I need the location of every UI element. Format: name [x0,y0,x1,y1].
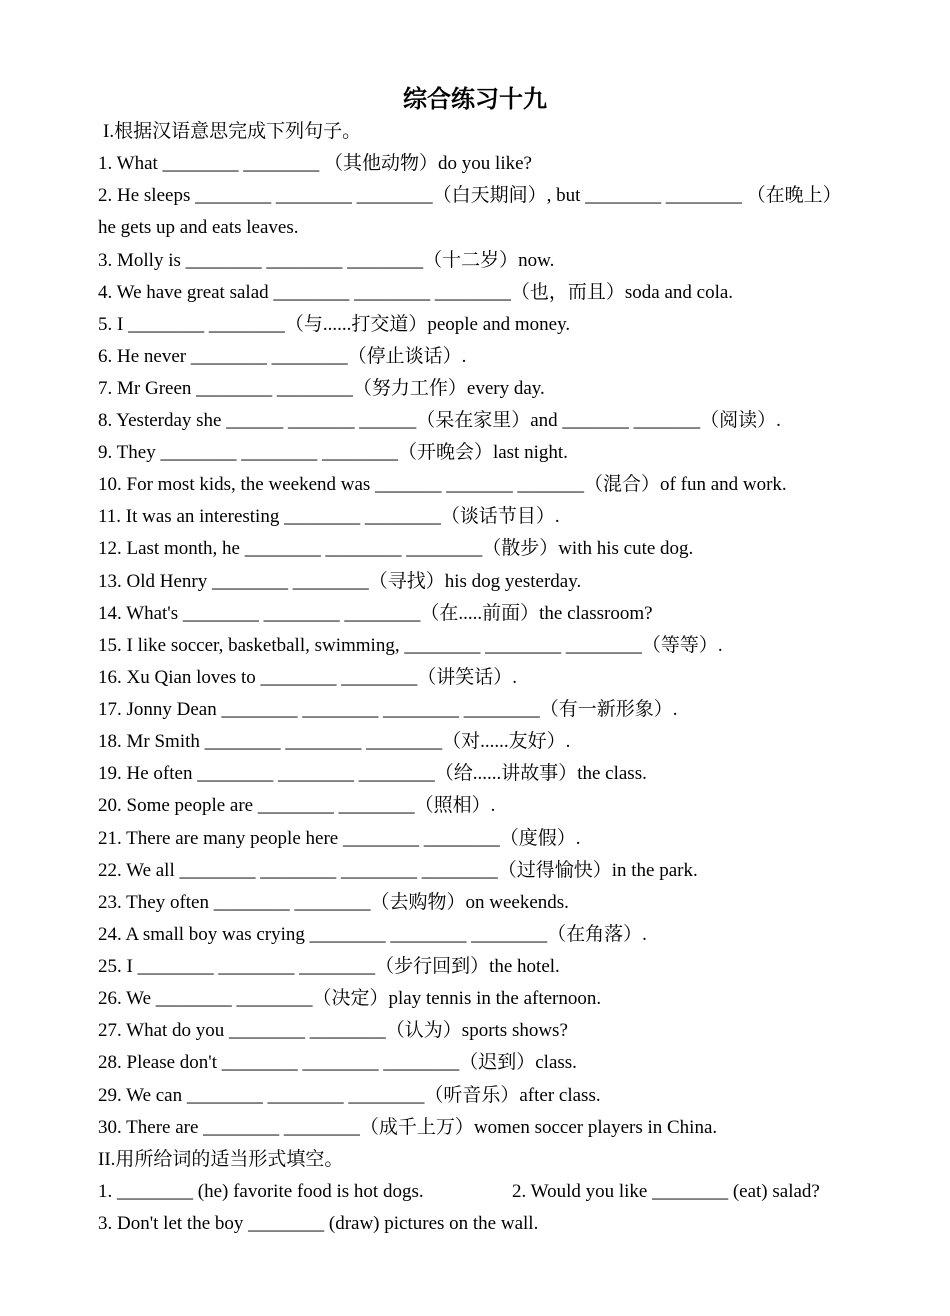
exercise-item: 20. Some people are ________ ________（照相）. [98,795,496,816]
exercise-item: 17. Jonny Dean ________ ________ ________ ________（有一新形象）. [98,699,678,720]
exercise-row [98,1176,858,1208]
section-heading: I.根据汉语意思完成下列句子。 [103,121,362,142]
exercise-item: 26. We ________ ________（决定）play tennis in the afternoon. [98,988,602,1009]
exercise-item: 27. What do you ________ ________（认为）sports shows? [98,1020,568,1041]
exercise-item: 6. He never ________ ________（停止谈话）. [98,346,467,367]
exercise-item: 30. There are ________ ________（成千上万）women soccer players in China. [98,1117,718,1138]
exercise-item: 11. It was an interesting ________ ________（谈话节目）. [98,506,560,527]
exercise-item: 29. We can ________ ________ ________（听音乐）after class. [98,1085,601,1106]
exercise-item: 24. A small boy was crying ________ ________ ________（在角落）. [98,924,647,945]
exercise-item: 28. Please don't ________ ________ ________（迟到）class. [98,1052,577,1073]
exercise-item: 2. He sleeps ________ ________ ________（白天期间）, but ________ ________ （在晚上）he gets up and eats leaves. [98,185,842,238]
exercise-item: 4. We have great salad ________ ________ ________（也，而且）soda and cola. [98,282,734,303]
exercise-item: 21. There are many people here ________ ________（度假）. [98,828,581,849]
section-heading: II.用所给词的适当形式填空。 [98,1149,344,1170]
exercise-item: 22. We all ________ ________ ________ ________（过得愉快）in the park. [98,860,698,881]
exercise-item: 1. ________ (he) favorite food is hot dogs. [98,1181,424,1202]
exercise-item: 18. Mr Smith ________ ________ ________（对......友好）. [98,731,571,752]
exercise-item: 25. I ________ ________ ________（步行回到）the hotel. [98,956,560,977]
exercise-item: 14. What's ________ ________ ________（在.....前面）the classroom? [98,603,653,624]
exercise-item: 8. Yesterday she ______ _______ ______（呆在家里）and _______ _______（阅读）. [98,410,781,431]
exercise-item: 15. I like soccer, basketball, swimming, ________ ________ ________（等等）. [98,635,723,656]
exercise-item: 10. For most kids, the weekend was _______ _______ _______（混合）of fun and work. [98,474,787,495]
exercise-item: 3. Don't let the boy ________ (draw) pictures on the wall. [98,1213,539,1234]
exercise-item: 23. They often ________ ________（去购物）on weekends. [98,892,569,913]
exercise-item: 5. I ________ ________（与......打交道）people and money. [98,314,571,335]
exercise-item: 12. Last month, he ________ ________ ________（散步）with his cute dog. [98,538,694,559]
exercise-item: 16. Xu Qian loves to ________ ________（讲笑话）. [98,667,518,688]
exercise-item: 13. Old Henry ________ ________（寻找）his dog yesterday. [98,571,582,592]
exercise-item: 2. Would you like ________ (eat) salad? [512,1181,820,1202]
exercise-item: 9. They ________ ________ ________（开晚会）last night. [98,442,568,463]
exercise-item: 7. Mr Green ________ ________（努力工作）every day. [98,378,545,399]
exercise-item: 3. Molly is ________ ________ ________（十二岁）now. [98,250,555,271]
exercise-item: 19. He often ________ ________ ________（给......讲故事）the class. [98,763,647,784]
exercise-item: 1. What ________ ________ （其他动物）do you like? [98,153,532,174]
page-title: 综合练习十九 [403,87,547,113]
